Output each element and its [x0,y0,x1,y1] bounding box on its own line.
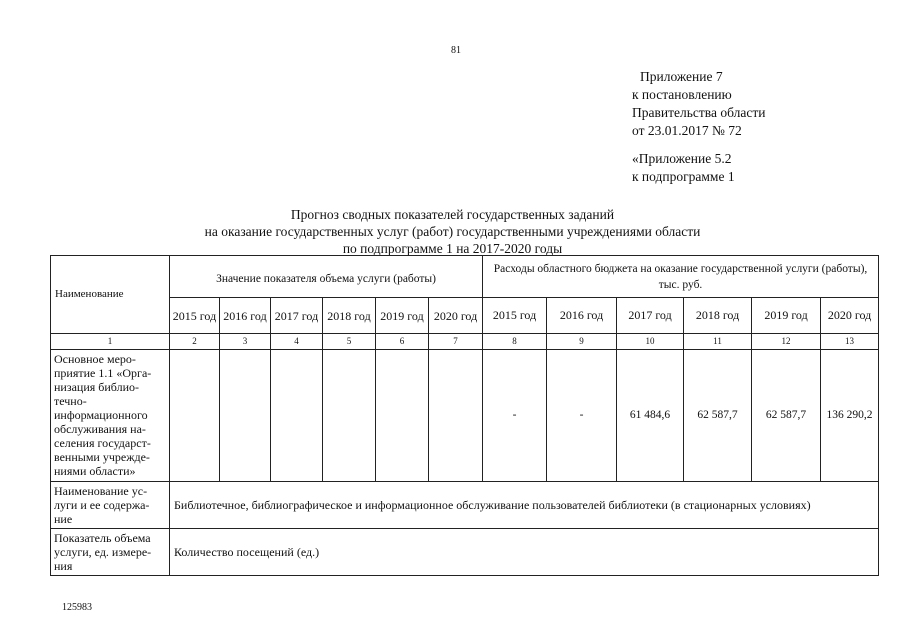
column-number: 12 [752,334,821,350]
annex-line: от 23.01.2017 № 72 [632,123,742,138]
annex-line: к постановлению [632,87,732,102]
header-name: Наименование [51,256,170,334]
volume-indicator: Количество посещений (ед.) [170,529,879,576]
column-number: 11 [684,334,752,350]
column-number: 6 [376,334,429,350]
year-header: 2020 год [821,298,879,334]
year-header: 2017 год [617,298,684,334]
value-cell: - [547,350,617,482]
column-number: 3 [220,334,271,350]
value-cell: - [483,350,547,482]
row-name: Показатель объема услуги, ед. измере-ния [51,529,170,576]
annex-line: Правительства области [632,105,766,120]
value-cell [376,350,429,482]
header-group2: Расходы областного бюджета на оказание государственной услуги (работы), тыс. руб. [483,256,879,298]
value-cell [170,350,220,482]
year-header: 2020 год [429,298,483,334]
year-header: 2018 год [323,298,376,334]
forecast-table [50,255,879,576]
annex-line: к подпрограмме 1 [632,169,735,184]
column-number: 8 [483,334,547,350]
page-number: 81 [451,45,461,56]
year-header: 2017 год [271,298,323,334]
year-header: 2019 год [752,298,821,334]
row-name: Наименование ус-луги и ее содержа-ние [51,482,170,529]
document-code: 125983 [62,602,92,613]
value-cell: 62 587,7 [752,350,821,482]
title-line: на оказание государственных услуг (работ) государственными учреждениями области [204,224,701,239]
column-number: 10 [617,334,684,350]
document-title [0,206,905,257]
row-name: Основное меро-приятие 1.1 «Орга-низация библио-течно-информационного обслуживания на-селения государст-венными учрежде-ниями области» [51,350,170,482]
year-header: 2018 год [684,298,752,334]
service-description: Библиотечное, библиографическое и информационное обслуживание пользователей библиотеки (в стационарных условиях) [170,482,879,529]
value-cell: 61 484,6 [617,350,684,482]
column-number: 4 [271,334,323,350]
table-row [51,529,879,576]
title-line: по подпрограмме 1 на 2017-2020 годы [342,241,563,256]
year-header: 2016 год [220,298,271,334]
value-cell: 136 290,2 [821,350,879,482]
year-header: 2015 год [170,298,220,334]
column-number: 2 [170,334,220,350]
value-cell [271,350,323,482]
value-cell [323,350,376,482]
year-header: 2016 год [547,298,617,334]
value-cell [220,350,271,482]
value-cell [429,350,483,482]
annex-line: «Приложение 5.2 [632,151,732,166]
column-number: 9 [547,334,617,350]
column-number: 7 [429,334,483,350]
column-number: 13 [821,334,879,350]
value-cell: 62 587,7 [684,350,752,482]
annex-block [632,68,765,186]
column-number-row [51,334,879,350]
column-number: 1 [51,334,170,350]
table-row [51,350,879,482]
table-row [51,482,879,529]
year-header: 2015 год [483,298,547,334]
column-number: 5 [323,334,376,350]
year-header: 2019 год [376,298,429,334]
header-group1: Значение показателя объема услуги (работы) [170,256,483,298]
title-line: Прогноз сводных показателей государственных заданий [290,207,615,222]
annex-line: Приложение 7 [640,69,723,84]
